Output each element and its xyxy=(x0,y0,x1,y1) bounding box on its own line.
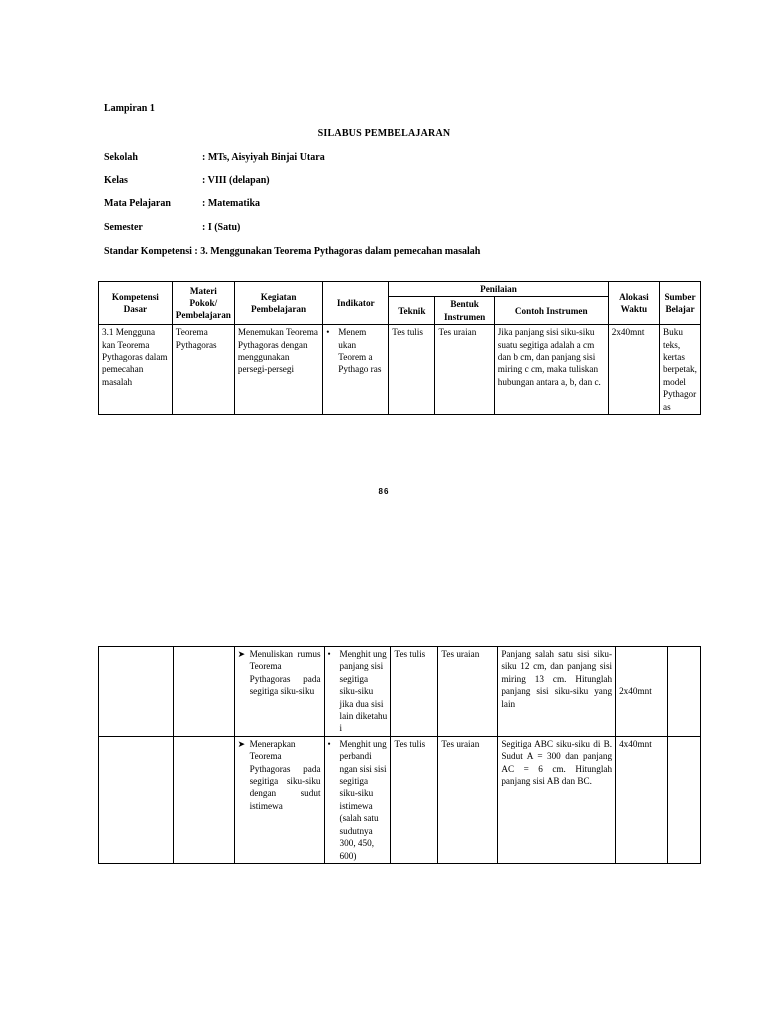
meta-kelas xyxy=(104,175,270,186)
meta-label: Kelas xyxy=(104,175,128,186)
header-indikator: Indikator xyxy=(323,282,389,325)
cell-kompetensi-empty xyxy=(99,736,174,863)
page-number: 86 xyxy=(378,487,390,496)
cell-materi: Teorema Pythagoras xyxy=(172,325,234,415)
cell-bentuk: Tes uraian xyxy=(435,325,494,415)
cell-alokasi: 4x40mnt xyxy=(616,736,668,863)
cell-indikator xyxy=(324,736,391,863)
table-row xyxy=(99,736,701,863)
arrow-bullet-icon: ➤ xyxy=(237,649,246,659)
cell-kegiatan xyxy=(234,647,324,737)
cell-kegiatan xyxy=(234,736,324,863)
table-header-row xyxy=(99,282,701,297)
syllabus-table-continued xyxy=(98,646,701,864)
syllabus-table xyxy=(98,281,701,415)
header-bentuk: Bentuk Instrumen xyxy=(435,297,494,325)
kegiatan-text: Menuliskan rumus Teorema Pythagoras pada segitiga siku-siku xyxy=(249,649,321,697)
cell-sumber-empty xyxy=(668,736,701,863)
meta-mata-pelajaran xyxy=(104,198,260,209)
indikator-text: Menem ukan Teorem a Pythago ras xyxy=(338,327,382,375)
meta-label: Semester xyxy=(104,222,143,233)
cell-materi-empty xyxy=(173,647,234,737)
cell-kompetensi: 3.1 Mengguna kan Teorema Pythagoras dalam pemecahan masalah xyxy=(99,325,173,415)
meta-value: : Matematika xyxy=(202,198,261,209)
cell-sumber-empty xyxy=(668,647,701,737)
bullet-icon: • xyxy=(326,327,330,338)
bullet-icon: • xyxy=(327,649,331,659)
cell-indikator xyxy=(324,647,391,737)
cell-materi-empty xyxy=(173,736,234,863)
meta-semester xyxy=(104,222,240,233)
header-sumber: Sumber Belajar xyxy=(660,282,701,325)
meta-value: : VIII (delapan) xyxy=(202,175,270,186)
arrow-bullet-icon: ➤ xyxy=(237,738,246,749)
cell-teknik: Tes tulis xyxy=(391,736,438,863)
header-materi: Materi Pokok/ Pembelajaran xyxy=(172,282,234,325)
header-penilaian: Penilaian xyxy=(389,282,609,297)
cell-sumber: Buku teks, kertas berpetak, model Pythagor as xyxy=(660,325,701,415)
cell-contoh: Segitiga ABC siku-siku di B. Sudut A = 300 dan panjang AC = 6 cm. Hitunglah panjang sisi AB dan BC. xyxy=(498,736,616,863)
cell-contoh: Panjang salah satu sisi siku-siku 12 cm, dan panjang sisi miring 13 cm. Hitunglah panjang sisi siku-siku yang lain xyxy=(498,647,616,737)
indikator-text: Menghit ung panjang sisi segitiga siku-siku jika dua sisi lain diketahu i xyxy=(339,649,388,734)
cell-bentuk: Tes uraian xyxy=(438,736,498,863)
bullet-icon: • xyxy=(327,738,331,749)
meta-label: Mata Pelajaran xyxy=(104,198,171,209)
cell-alokasi: 2x40mnt xyxy=(616,647,668,737)
header-kegiatan: Kegiatan Pembelajaran xyxy=(234,282,322,325)
cell-teknik: Tes tulis xyxy=(389,325,435,415)
cell-kegiatan: Menemukan Teorema Pythagoras dengan menggunakan persegi-persegi xyxy=(234,325,322,415)
standar-kompetensi: Standar Kompetensi : 3. Menggunakan Teorema Pythagoras dalam pemecahan masalah xyxy=(104,246,481,257)
cell-contoh: Jika panjang sisi siku-siku suatu segitiga adalah a cm dan b cm, dan panjang sisi miring c cm, maka tuliskan hubungan antara a, b, dan c. xyxy=(494,325,608,415)
indikator-text: Menghit ung perbandi ngan sisi sisi segitiga siku-siku istimewa (salah satu sudutnya 300, 450, 600) xyxy=(339,738,387,861)
meta-sekolah xyxy=(104,152,325,163)
header-teknik: Teknik xyxy=(389,297,435,325)
header-contoh: Contoh Instrumen xyxy=(494,297,608,325)
cell-alokasi: 2x40mnt xyxy=(608,325,659,415)
header-alokasi: Alokasi Waktu xyxy=(608,282,659,325)
cell-indikator xyxy=(323,325,389,415)
document-title: SILABUS PEMBELAJARAN xyxy=(317,128,451,139)
meta-value: : MTs, Aisyiyah Binjai Utara xyxy=(202,152,325,163)
table-row xyxy=(99,647,701,737)
cell-kompetensi-empty xyxy=(99,647,174,737)
meta-value: : I (Satu) xyxy=(202,222,241,233)
cell-bentuk: Tes uraian xyxy=(438,647,498,737)
meta-label: Sekolah xyxy=(104,152,138,163)
kegiatan-text: Menerapkan Teorema Pythagoras pada segitiga siku-siku dengan sudut istimewa xyxy=(249,738,321,811)
header-kompetensi: Kompetensi Dasar xyxy=(99,282,173,325)
cell-teknik: Tes tulis xyxy=(391,647,438,737)
table-row xyxy=(99,325,701,415)
appendix-label: Lampiran 1 xyxy=(104,103,155,114)
